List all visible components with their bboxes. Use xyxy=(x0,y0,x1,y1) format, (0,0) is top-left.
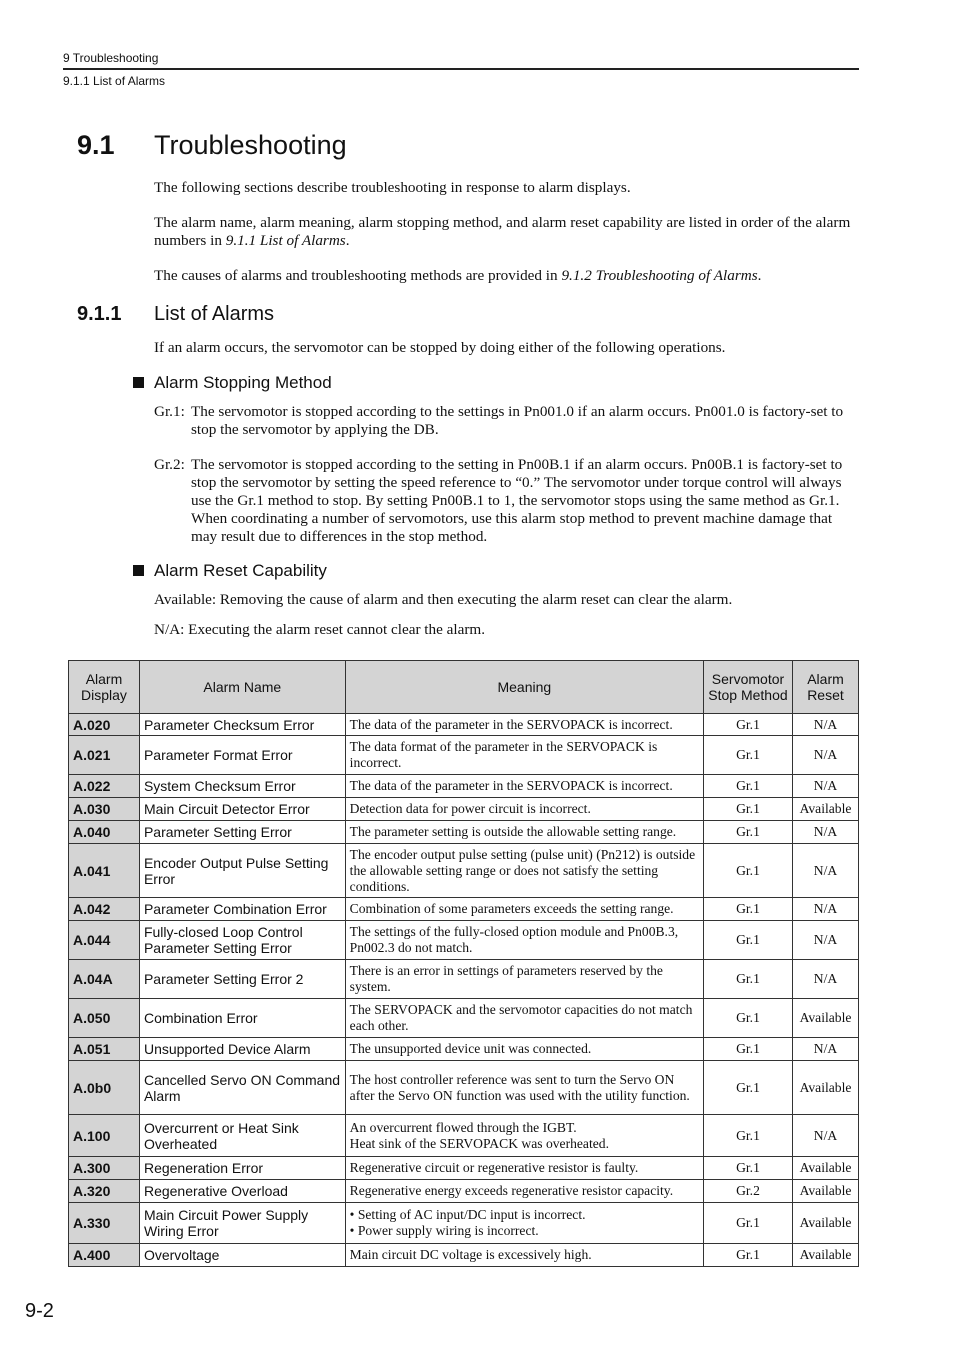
alarm-reset: Available xyxy=(792,1157,858,1180)
intro-p2-end: . xyxy=(345,232,350,249)
alarm-reset: N/A xyxy=(792,844,858,898)
alarm-stop-method: Gr.1 xyxy=(704,1061,793,1115)
alarm-name: Parameter Setting Error xyxy=(139,821,345,844)
alarm-stop-method: Gr.1 xyxy=(704,821,793,844)
alarm-code: A.022 xyxy=(69,775,140,798)
alarm-stop-method: Gr.1 xyxy=(704,844,793,898)
alarm-reset: N/A xyxy=(792,821,858,844)
alarm-name: Overvoltage xyxy=(139,1244,345,1267)
alarm-meaning: Main circuit DC voltage is excessively high. xyxy=(345,1244,703,1267)
alarm-meaning: The unsupported device unit was connected. xyxy=(345,1038,703,1061)
alarm-reset: Available xyxy=(792,1061,858,1115)
alarm-stop-method: Gr.1 xyxy=(704,898,793,921)
alarm-code: A.400 xyxy=(69,1244,140,1267)
table-row xyxy=(69,1203,859,1244)
reset-capability-heading-text: Alarm Reset Capability xyxy=(154,561,327,580)
alarm-code: A.021 xyxy=(69,736,140,775)
alarm-reset: Available xyxy=(792,999,858,1038)
alarm-meaning: The encoder output pulse setting (pulse unit) (Pn212) is outside the allowable setting range or does not satisfy the setting conditions. xyxy=(345,844,703,898)
alarm-code: A.042 xyxy=(69,898,140,921)
alarm-reset: Available xyxy=(792,1180,858,1203)
reset-capability-heading xyxy=(133,561,327,581)
reset-available-text: Available: Removing the cause of alarm and then executing the alarm reset can clear the alarm. xyxy=(154,591,733,608)
gr1-text: The servomotor is stopped according to the settings in Pn001.0 if an alarm occurs. Pn001.0 is factory-set to stop the servomotor by applying the DB. xyxy=(191,403,844,438)
alarm-name: Unsupported Device Alarm xyxy=(139,1038,345,1061)
table-row xyxy=(69,1180,859,1203)
meaning-line-1: An overcurrent flowed through the IGBT. xyxy=(349,1119,577,1135)
intro-paragraph-3 xyxy=(154,267,859,285)
header-meaning: Meaning xyxy=(345,661,703,714)
gr2-description xyxy=(154,456,859,546)
alarm-meaning xyxy=(345,1115,703,1157)
alarm-reset: N/A xyxy=(792,921,858,960)
table-row xyxy=(69,1038,859,1061)
intro-p2-reference: 9.1.1 List of Alarms xyxy=(225,232,346,249)
table-row xyxy=(69,960,859,999)
stopping-method-heading-text: Alarm Stopping Method xyxy=(154,373,332,392)
gr1-description xyxy=(154,403,859,439)
alarm-code: A.320 xyxy=(69,1180,140,1203)
square-bullet-icon xyxy=(133,565,144,576)
subsection-number: 9.1.1 xyxy=(77,303,122,325)
alarm-code: A.041 xyxy=(69,844,140,898)
alarm-stop-method: Gr.1 xyxy=(704,736,793,775)
alarm-meaning: Regenerative circuit or regenerative resistor is faulty. xyxy=(345,1157,703,1180)
alarm-stop-method: Gr.1 xyxy=(704,714,793,736)
header-alarm-name: Alarm Name xyxy=(139,661,345,714)
alarm-code: A.300 xyxy=(69,1157,140,1180)
alarm-meaning: The SERVOPACK and the servomotor capacities do not match each other. xyxy=(345,999,703,1038)
alarm-stop-method: Gr.1 xyxy=(704,775,793,798)
alarm-code: A.04A xyxy=(69,960,140,999)
subsection-title-text: List of Alarms xyxy=(154,303,275,325)
alarm-meaning xyxy=(345,1203,703,1244)
section-title xyxy=(77,130,347,161)
alarm-code: A.050 xyxy=(69,999,140,1038)
table-row xyxy=(69,736,859,775)
alarm-code: A.100 xyxy=(69,1115,140,1157)
alarm-name: Regeneration Error xyxy=(139,1157,345,1180)
alarm-meaning: The parameter setting is outside the allowable setting range. xyxy=(345,821,703,844)
alarm-code: A.051 xyxy=(69,1038,140,1061)
gr2-text: The servomotor is stopped according to the setting in Pn00B.1 if an alarm occurs. Pn00B.1 is factory-set to stop the servomotor by setting the speed reference to “0.” The servomotor under torque control will always use the Gr.1 method to stop. By setting Pn00B.1 to 1, the servomotor stops using the same method as Gr.1. When coordinating a number of servomotors, use this alarm stop method to prevent machine damage that may result due to differences in the stop method. xyxy=(191,456,843,545)
section-title-text: Troubleshooting xyxy=(154,130,347,160)
gr2-label: Gr.2: xyxy=(154,456,185,473)
intro-paragraph-2 xyxy=(154,214,859,250)
table-row xyxy=(69,714,859,736)
alarm-name: System Checksum Error xyxy=(139,775,345,798)
alarm-reset: Available xyxy=(792,1244,858,1267)
alarm-stop-method: Gr.2 xyxy=(704,1180,793,1203)
alarm-reset: N/A xyxy=(792,736,858,775)
meaning-line-2: Heat sink of the SERVOPACK was overheated. xyxy=(349,1135,609,1151)
table-row xyxy=(69,999,859,1038)
table-row xyxy=(69,1115,859,1157)
alarm-code: A.030 xyxy=(69,798,140,821)
alarm-name: Main Circuit Detector Error xyxy=(139,798,345,821)
alarm-meaning: There is an error in settings of parameters reserved by the system. xyxy=(345,960,703,999)
alarm-stop-method: Gr.1 xyxy=(704,960,793,999)
alarm-stop-method: Gr.1 xyxy=(704,999,793,1038)
alarm-code: A.044 xyxy=(69,921,140,960)
alarm-name: Parameter Format Error xyxy=(139,736,345,775)
meaning-bullet-1: • Setting of AC input/DC input is incorrect. xyxy=(349,1207,586,1222)
header-alarm-reset: Alarm Reset xyxy=(792,661,858,714)
section-number: 9.1 xyxy=(77,130,115,160)
subsection-title xyxy=(77,303,274,326)
alarm-name: Fully-closed Loop Control Parameter Setting Error xyxy=(139,921,345,960)
gr1-label: Gr.1: xyxy=(154,403,185,420)
alarm-reset: Available xyxy=(792,798,858,821)
alarm-meaning: The host controller reference was sent to turn the Servo ON after the Servo ON function was used with the utility function. xyxy=(345,1061,703,1115)
table-row xyxy=(69,775,859,798)
page-number: 9-2 xyxy=(25,1300,54,1322)
reset-na-text: N/A: Executing the alarm reset cannot clear the alarm. xyxy=(154,621,486,638)
table-row xyxy=(69,1244,859,1267)
alarm-reset: N/A xyxy=(792,1038,858,1061)
alarm-meaning: Detection data for power circuit is incorrect. xyxy=(345,798,703,821)
alarm-meaning: The settings of the fully-closed option module and Pn00B.3, Pn002.3 do not match. xyxy=(345,921,703,960)
table-row xyxy=(69,798,859,821)
square-bullet-icon xyxy=(133,377,144,388)
alarm-name: Parameter Setting Error 2 xyxy=(139,960,345,999)
alarm-meaning: Combination of some parameters exceeds the setting range. xyxy=(345,898,703,921)
alarm-code: A.0b0 xyxy=(69,1061,140,1115)
alarm-name: Parameter Checksum Error xyxy=(139,714,345,736)
alarm-reset: N/A xyxy=(792,960,858,999)
alarm-name: Encoder Output Pulse Setting Error xyxy=(139,844,345,898)
alarm-meaning: Regenerative energy exceeds regenerative resistor capacity. xyxy=(345,1180,703,1203)
alarm-reset: N/A xyxy=(792,714,858,736)
alarm-name: Parameter Combination Error xyxy=(139,898,345,921)
intro-p3-end: . xyxy=(757,267,762,284)
alarm-code: A.330 xyxy=(69,1203,140,1244)
section-heading: 9.1.1 List of Alarms xyxy=(63,74,166,88)
alarm-meaning: The data of the parameter in the SERVOPACK is incorrect. xyxy=(345,775,703,798)
table-header-row xyxy=(69,661,859,714)
alarm-name: Combination Error xyxy=(139,999,345,1038)
chapter-heading: 9 Troubleshooting xyxy=(63,50,859,70)
alarm-stop-method: Gr.1 xyxy=(704,921,793,960)
alarm-stop-method: Gr.1 xyxy=(704,1157,793,1180)
alarm-stop-method: Gr.1 xyxy=(704,798,793,821)
table-row xyxy=(69,921,859,960)
intro-p3-reference: 9.1.2 Troubleshooting of Alarms xyxy=(561,267,758,284)
alarm-stop-method: Gr.1 xyxy=(704,1038,793,1061)
alarm-name: Main Circuit Power Supply Wiring Error xyxy=(139,1203,345,1244)
table-row xyxy=(69,1157,859,1180)
alarm-stop-method: Gr.1 xyxy=(704,1244,793,1267)
alarm-reset: N/A xyxy=(792,775,858,798)
meaning-bullet-2: • Power supply wiring is incorrect. xyxy=(349,1223,539,1238)
subsection-intro: If an alarm occurs, the servomotor can be stopped by doing either of the following operations. xyxy=(154,339,726,356)
intro-p2-text: The alarm name, alarm meaning, alarm stopping method, and alarm reset capability are listed in order of the alarm numbers in xyxy=(154,214,851,249)
running-header xyxy=(63,50,859,88)
stopping-method-heading xyxy=(133,373,332,393)
alarm-reset: Available xyxy=(792,1203,858,1244)
alarm-meaning: The data format of the parameter in the SERVOPACK is incorrect. xyxy=(345,736,703,775)
alarm-reset: N/A xyxy=(792,1115,858,1157)
alarm-name: Cancelled Servo ON Command Alarm xyxy=(139,1061,345,1115)
header-stop-method: Servomotor Stop Method xyxy=(704,661,793,714)
alarm-stop-method: Gr.1 xyxy=(704,1203,793,1244)
alarm-stop-method: Gr.1 xyxy=(704,1115,793,1157)
table-row xyxy=(69,844,859,898)
intro-paragraph-1: The following sections describe troubleshooting in response to alarm displays. xyxy=(154,179,631,196)
alarm-meaning: The data of the parameter in the SERVOPACK is incorrect. xyxy=(345,714,703,736)
header-alarm-display: Alarm Display xyxy=(69,661,140,714)
table-row xyxy=(69,1061,859,1115)
alarm-name: Regenerative Overload xyxy=(139,1180,345,1203)
alarm-reset: N/A xyxy=(792,898,858,921)
table-row xyxy=(69,821,859,844)
alarm-table xyxy=(68,660,859,1267)
alarm-code: A.020 xyxy=(69,714,140,736)
table-row xyxy=(69,898,859,921)
intro-p3-text: The causes of alarms and troubleshooting methods are provided in xyxy=(154,267,562,284)
alarm-code: A.040 xyxy=(69,821,140,844)
alarm-name: Overcurrent or Heat Sink Overheated xyxy=(139,1115,345,1157)
